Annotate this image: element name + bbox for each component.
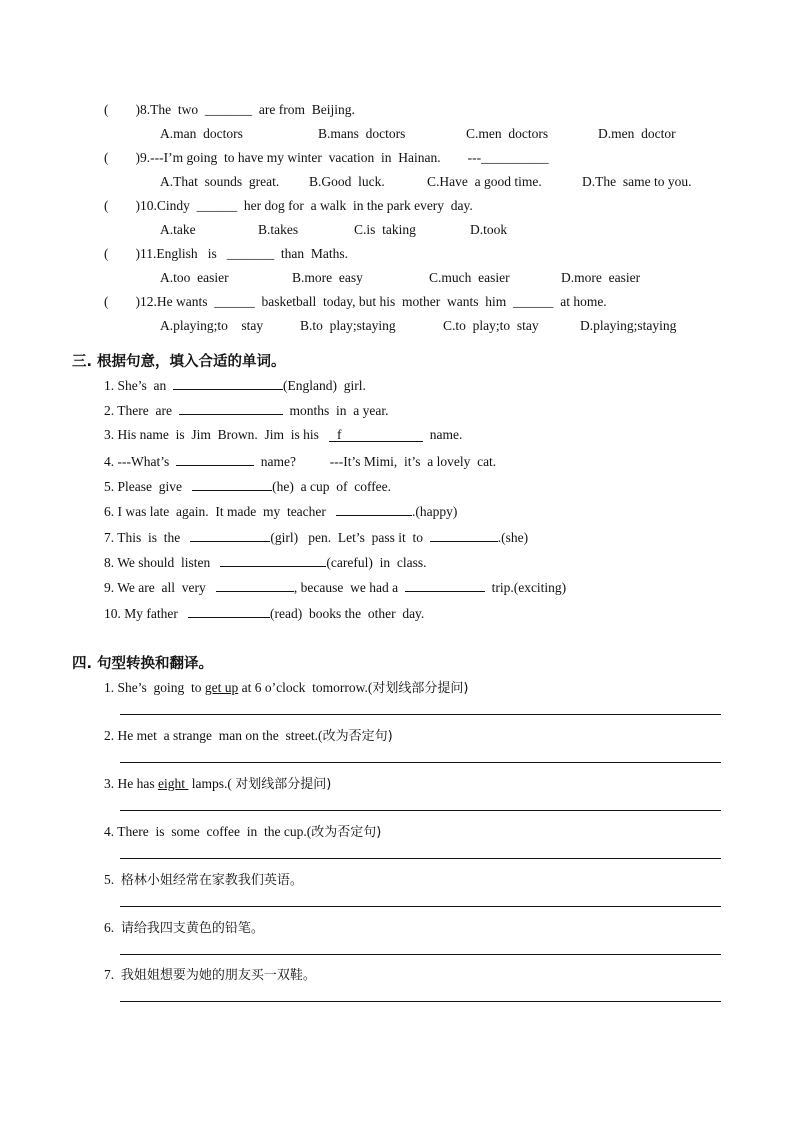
fill-item-9 <box>104 579 566 596</box>
option-c: C.Have a good time. <box>427 174 542 189</box>
option-b: B.to play;staying <box>300 318 396 333</box>
answer-line[interactable] <box>120 1001 721 1002</box>
item-text: months in a year. <box>282 403 389 418</box>
answer-bracket[interactable]: ( ) <box>104 294 140 309</box>
transform-item-2 <box>104 725 393 744</box>
item-text: 5. <box>104 872 121 887</box>
transform-item-3 <box>104 773 331 792</box>
answer-blank[interactable] <box>329 427 423 442</box>
item-text: 6. I was late again. It made my teacher <box>104 504 337 519</box>
item-text: 2. There are <box>104 403 179 418</box>
answer-line[interactable] <box>120 858 721 859</box>
option-c: C.men doctors <box>466 126 549 141</box>
section-3-title: 三. 根据句意，填入合适的单词。 <box>72 354 286 370</box>
answer-bracket[interactable]: ( ) <box>104 102 140 117</box>
item-text: 9. We are all very <box>104 580 216 595</box>
instruction-text: 对划线部分提问) <box>372 681 469 696</box>
chinese-sentence: 我姐姐想要为她的朋友买一双鞋。 <box>120 968 316 983</box>
item-text: (read) books the other day. <box>269 606 425 621</box>
option-d: D.men doctor <box>598 126 676 141</box>
fill-item-6 <box>104 503 457 520</box>
answer-bracket[interactable]: ( ) <box>104 198 140 213</box>
item-text: 7. <box>104 967 121 982</box>
answer-blank[interactable] <box>179 402 283 415</box>
instruction-text: 改为否定句) <box>311 825 382 840</box>
question-stem: 8.The two _______ are from Beijing. <box>140 102 355 117</box>
translate-item-5 <box>104 869 303 888</box>
fill-item-5 <box>104 478 391 495</box>
item-text: (he) a cup of coffee. <box>272 479 392 494</box>
underlined-text: get up <box>204 680 239 695</box>
item-text: (girl) pen. Let’s pass it to <box>270 530 430 545</box>
option-c: C.is taking <box>354 222 416 237</box>
answer-blank[interactable] <box>173 377 283 390</box>
item-text: .(happy) <box>412 504 458 519</box>
answer-bracket[interactable]: ( ) <box>104 246 140 261</box>
chinese-sentence: 请给我四支黄色的铅笔。 <box>120 921 264 936</box>
question-stem: 12.He wants ______ basketball today, but his mother wants him ______ at home. <box>140 294 607 309</box>
item-text: lamps.( <box>188 776 236 791</box>
item-text: 3. His name is Jim Brown. Jim is his <box>104 427 330 442</box>
item-text: 5. Please give <box>104 479 193 494</box>
answer-blank[interactable] <box>188 605 270 618</box>
fill-item-7 <box>104 529 528 546</box>
item-text: 3. He has <box>104 776 158 791</box>
item-text: (careful) in class. <box>326 555 427 570</box>
option-a: A.playing;to stay <box>160 318 264 333</box>
option-b: B.Good luck. <box>309 174 385 189</box>
option-a: A.man doctors <box>160 126 243 141</box>
answer-blank[interactable] <box>190 529 270 542</box>
item-text: 6. <box>104 920 121 935</box>
item-text: 10. My father <box>104 606 188 621</box>
chinese-sentence: 格林小姐经常在家教我们英语。 <box>120 873 303 888</box>
translate-item-7 <box>104 964 316 983</box>
item-text: at 6 o’clock tomorrow.( <box>238 680 373 695</box>
option-c: C.to play;to stay <box>443 318 539 333</box>
option-a: A.too easier <box>160 270 229 285</box>
option-c: C.much easier <box>429 270 510 285</box>
answer-blank[interactable] <box>405 579 485 592</box>
item-text: (England) girl. <box>283 378 366 393</box>
fill-item-3 <box>104 427 462 443</box>
option-a: A.take <box>160 222 196 237</box>
item-text: 2. He met a strange man on the street.( <box>104 728 323 743</box>
translate-item-6 <box>104 917 264 936</box>
answer-bracket[interactable]: ( ) <box>104 150 140 165</box>
instruction-text: 对划线部分提问) <box>235 777 332 792</box>
answer-line[interactable] <box>120 714 721 715</box>
fill-item-10 <box>104 605 424 622</box>
item-text: 1. She’s going to <box>104 680 205 695</box>
answer-line[interactable] <box>120 954 721 955</box>
answer-blank[interactable] <box>336 503 412 516</box>
answer-line[interactable] <box>120 906 721 907</box>
fill-item-1 <box>104 377 366 394</box>
transform-item-4 <box>104 821 381 840</box>
question-stem: 9.---I’m going to have my winter vacation in Hainan. ---__________ <box>140 150 549 165</box>
item-text: name. <box>423 427 463 442</box>
answer-blank[interactable] <box>430 529 498 542</box>
option-a: A.That sounds great. <box>160 174 280 189</box>
instruction-text: 改为否定句) <box>322 729 393 744</box>
item-text: name? ---It’s Mimi, it’s a lovely cat. <box>253 454 497 469</box>
option-d: D.took <box>470 222 508 237</box>
option-b: B.more easy <box>292 270 363 285</box>
item-text: , because we had a <box>293 580 405 595</box>
option-b: B.takes <box>258 222 299 237</box>
option-d: D.more easier <box>561 270 641 285</box>
transform-item-1 <box>104 677 468 696</box>
answer-blank[interactable] <box>216 579 294 592</box>
fill-item-8 <box>104 554 427 571</box>
answer-line[interactable] <box>120 810 721 811</box>
answer-blank[interactable] <box>192 478 272 491</box>
question-stem: 10.Cindy ______ her dog for a walk in the park every day. <box>140 198 473 213</box>
item-text: .(she) <box>497 530 529 545</box>
item-text: 7. This is the <box>104 530 191 545</box>
fill-item-4 <box>104 453 496 470</box>
option-d: D.playing;staying <box>580 318 677 333</box>
item-text: 4. ---What’s <box>104 454 176 469</box>
option-b: B.mans doctors <box>318 126 406 141</box>
option-d: D.The same to you. <box>582 174 692 189</box>
item-text: 8. We should listen <box>104 555 221 570</box>
fill-item-2 <box>104 402 388 419</box>
answer-line[interactable] <box>120 762 721 763</box>
answer-blank[interactable] <box>220 554 326 567</box>
question-stem: 11.English is _______ than Maths. <box>140 246 348 261</box>
answer-blank[interactable] <box>176 453 254 466</box>
item-text: trip.(exciting) <box>484 580 567 595</box>
item-text: 4. There is some coffee in the cup.( <box>104 824 312 839</box>
section-4-title: 四. 句型转换和翻译。 <box>72 656 214 672</box>
hint-letter: f <box>337 427 342 442</box>
underlined-text: eight <box>158 776 189 791</box>
item-text: 1. She’s an <box>104 378 173 393</box>
